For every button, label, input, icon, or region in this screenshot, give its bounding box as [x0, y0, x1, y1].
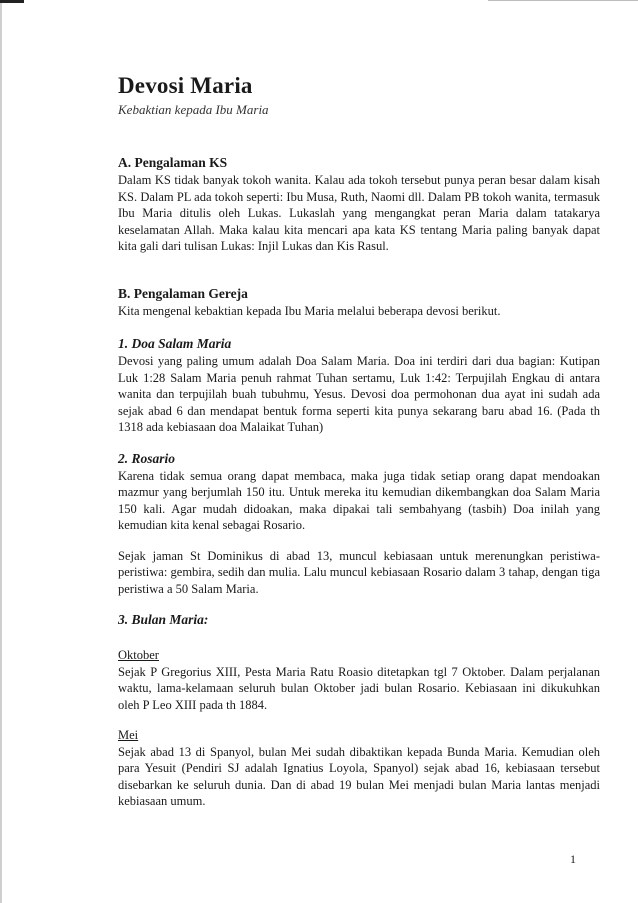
item-2-text-2: Sejak jaman St Dominikus di abad 13, muncul kebiasaan untuk merenungkan peristiwa-peristiwa: gembira, sedih dan mulia. Lalu muncul kebiasaan Rosario dalam 3 tahap, dengan tiga peristiwa a 50 Salam Maria. — [118, 548, 600, 596]
scan-corner-mark — [0, 0, 24, 3]
mei-text: Sejak abad 13 di Spanyol, bulan Mei sudah dibaktikan kepada Bunda Maria. Kemudian oleh para Yesuit (Pendiri SJ adalah Ignatius Loyola, Spanyol) sejak abad 16, kebiasaan tersebut disebarkan ke seluruh dunia. Dan di abad 19 bulan Mei menjadi bulan Maria lantas menjadi kebiasaan umum. — [118, 744, 600, 808]
section-a-heading: A. Pengalaman KS — [118, 155, 228, 170]
item-2-text-1: Karena tidak semua orang dapat membaca, maka juga tidak setiap orang dapat mendoakan mazmur yang berjumlah 150 itu. Untuk mereka itu kemudian dikembangkan doa Salam Maria 150 kali. Agar mudah didoakan, maka dipakai tali sembahyang (tasbih) Doa inilah yang kemudian kita kenal sebagai Rosario. — [118, 468, 600, 532]
oktober-label: Oktober — [118, 648, 159, 662]
section-a — [118, 154, 600, 255]
document-page — [118, 72, 600, 810]
section-b — [118, 285, 600, 810]
section-a-text: Dalam KS tidak banyak tokoh wanita. Kalau ada tokoh tersebut punya peran besar dalam kisah KS. Dalam PL ada tokoh seperti: Ibu Musa, Ruth, Naomi dll. Dalam PB tokoh wanita, termasuk Ibu Maria ditulis oleh Lukas. Lukaslah yang mengangkat peran Maria dalam tatakarya keselamatan Allah. Maka kalau kita mencari apa kata KS tentang Maria paling banyak dapat kita gali dari tulisan Lukas: Injil Lukas dan Kis Rasul. — [118, 173, 600, 253]
item-2-heading: 2. Rosario — [118, 450, 176, 466]
page-subtitle: Kebaktian kepada Ibu Maria — [118, 102, 269, 117]
scan-edge — [0, 0, 2, 903]
item-1-text: Devosi yang paling umum adalah Doa Salam Maria. Doa ini terdiri dari dua bagian: Kutipan Luk 1:28 Salam Maria penuh rahmat Tuhan sertamu, Luk 1:42: Terpujilah Engkau di antara wanita dan terpujilah buah tubuhmu, Yesus. Devosi doa permohonan dua ayat ini sudah ada sejak abad 6 dan mendapat bentuk forma seperti kita punya sekarang baru abad 16. (Pada th 1318 ada kebiasaan doa Malaikat Tuhan) — [118, 354, 600, 434]
item-3-heading: 3. Bulan Maria: — [118, 612, 209, 627]
oktober-text: Sejak P Gregorius XIII, Pesta Maria Ratu Roasio ditetapkan tgl 7 Oktober. Dalam perjalanan waktu, lama-kelamaan seluruh bulan Oktober jadi bulan Rosario. Kebiasaan ini dikukuhkan oleh P Leo XIII pada th 1884. — [118, 664, 600, 712]
item-1-heading: 1. Doa Salam Maria — [118, 336, 232, 351]
page-number: 1 — [570, 852, 576, 866]
page-title: Devosi Maria — [118, 73, 253, 98]
scan-top-edge — [488, 0, 638, 1]
section-b-heading: B. Pengalaman Gereja — [118, 285, 248, 301]
mei-label: Mei — [118, 728, 139, 742]
section-b-intro: Kita mengenal kebaktian kepada Ibu Maria melalui beberapa devosi berikut. — [118, 303, 501, 318]
